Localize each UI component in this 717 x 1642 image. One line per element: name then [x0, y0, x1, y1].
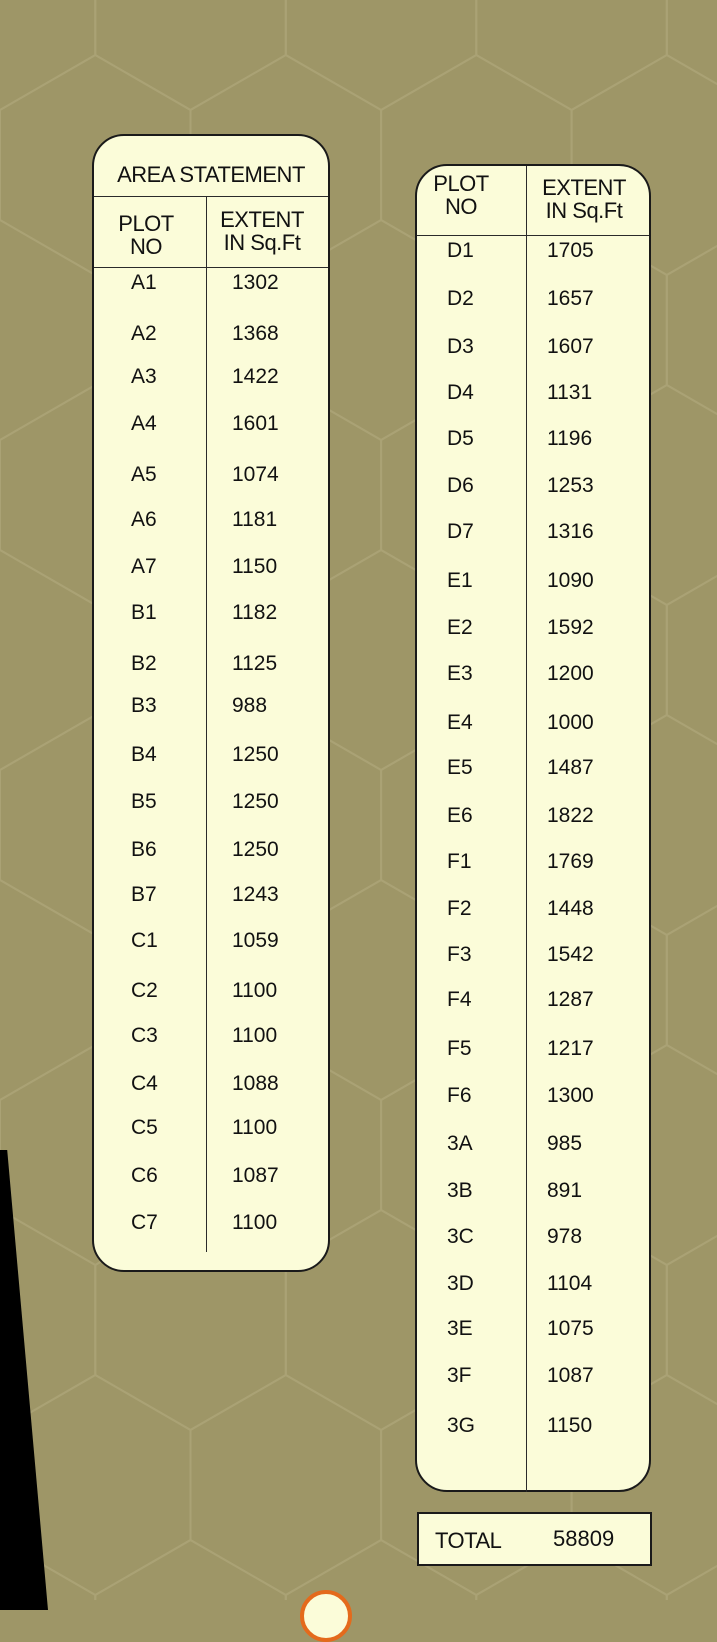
- plot-extent: 1059: [232, 929, 279, 952]
- plot-number: F4: [447, 988, 472, 1011]
- hexagon-shape: [0, 0, 95, 110]
- plot-extent: 1100: [232, 1024, 278, 1047]
- plot-number: B2: [131, 652, 157, 675]
- header-plot-no: [421, 172, 501, 218]
- plot-extent: 1253: [547, 474, 594, 497]
- plot-number: C4: [131, 1072, 158, 1095]
- plot-number: 3C: [447, 1225, 474, 1248]
- plot-number: A1: [131, 271, 157, 294]
- hexagon-shape: [667, 550, 717, 770]
- hexagon-shape: [0, 220, 95, 440]
- plot-number: F3: [447, 943, 472, 966]
- table-title: AREA STATEMENT: [117, 162, 305, 187]
- plot-number: A5: [131, 463, 157, 486]
- plot-number: E5: [447, 756, 473, 779]
- header-extent: [212, 208, 312, 254]
- plot-extent: 1542: [547, 943, 594, 966]
- plot-extent: 1100: [232, 1211, 278, 1234]
- header-extent-line2: IN Sq.Ft: [223, 230, 301, 255]
- plot-number: E2: [447, 616, 473, 639]
- plot-extent: 1181: [232, 508, 278, 531]
- hexagon-shape: [667, 1210, 717, 1430]
- header-extent: [529, 176, 639, 222]
- plot-extent: 1131: [547, 381, 593, 404]
- plot-extent: 1657: [547, 287, 594, 310]
- plot-extent: 1316: [547, 520, 594, 543]
- plot-extent: 891: [547, 1179, 583, 1202]
- total-box: [417, 1512, 652, 1566]
- plot-number: D3: [447, 335, 474, 358]
- hexagon-shape: [95, 1540, 285, 1600]
- plot-number: 3G: [447, 1414, 476, 1437]
- plot-extent: 1287: [547, 988, 594, 1011]
- orange-circle-marker: [300, 1590, 352, 1642]
- plot-extent: 1448: [547, 897, 594, 920]
- plot-extent: 1822: [547, 804, 594, 827]
- total-value: 58809: [553, 1526, 615, 1551]
- header-plot-no: [116, 212, 176, 258]
- plot-number: F1: [447, 850, 472, 873]
- header-divider: [94, 267, 328, 268]
- plot-extent: 1250: [232, 743, 279, 766]
- hexagon-shape: [476, 0, 667, 110]
- plot-number: B7: [131, 883, 157, 906]
- plot-extent: 1200: [547, 662, 594, 685]
- plot-extent: 978: [547, 1225, 583, 1248]
- plot-extent: 1150: [232, 555, 278, 578]
- hexagon-shape: [667, 880, 717, 1100]
- plot-extent: 1150: [547, 1414, 593, 1437]
- plot-number: A3: [131, 365, 157, 388]
- plot-extent: 1592: [547, 616, 594, 639]
- header-extent-line2: IN Sq.Ft: [545, 198, 623, 223]
- plot-number: E4: [447, 711, 473, 734]
- plot-extent: 1100: [232, 1116, 278, 1139]
- header-extent-line1: EXTENT: [220, 207, 304, 232]
- total-label: TOTAL: [435, 1528, 502, 1553]
- hexagon-shape: [667, 0, 717, 110]
- plot-extent: 1422: [232, 365, 279, 388]
- plot-number: E6: [447, 804, 473, 827]
- plot-extent: 1769: [547, 850, 594, 873]
- plot-extent: 1601: [232, 412, 279, 435]
- plot-number: 3D: [447, 1272, 474, 1295]
- plot-number: A4: [131, 412, 157, 435]
- plot-extent: 1090: [547, 569, 594, 592]
- plot-extent: 1075: [547, 1317, 594, 1340]
- plot-number: C6: [131, 1164, 158, 1187]
- plot-number: B3: [131, 694, 157, 717]
- plot-number: F6: [447, 1084, 472, 1107]
- plot-number: C5: [131, 1116, 158, 1139]
- header-plot-line2: NO: [130, 234, 162, 259]
- hexagon-shape: [0, 880, 95, 1100]
- plot-number: C1: [131, 929, 158, 952]
- plot-extent: 1607: [547, 335, 594, 358]
- plot-number: D6: [447, 474, 474, 497]
- plot-extent: 1250: [232, 790, 279, 813]
- plot-number: B4: [131, 743, 157, 766]
- plot-number: F2: [447, 897, 472, 920]
- plot-extent: 1487: [547, 756, 594, 779]
- plot-extent: 1705: [547, 239, 594, 262]
- plot-extent: 1104: [547, 1272, 593, 1295]
- hexagon-shape: [667, 220, 717, 440]
- hexagon-shape: [191, 1375, 382, 1595]
- header-plot-line1: PLOT: [118, 211, 174, 236]
- plot-extent: 1182: [232, 601, 278, 624]
- plot-extent: 1250: [232, 838, 279, 861]
- plot-extent: 1125: [232, 652, 278, 675]
- title-divider: [94, 196, 328, 197]
- plot-number: E1: [447, 569, 473, 592]
- header-plot-line2: NO: [445, 194, 477, 219]
- plot-number: D1: [447, 239, 474, 262]
- plot-number: F5: [447, 1037, 472, 1060]
- area-statement-table-left: [92, 134, 330, 1272]
- plot-number: 3A: [447, 1132, 473, 1155]
- hexagon-shape: [95, 0, 285, 110]
- plot-extent: 1087: [232, 1164, 279, 1187]
- plot-extent: 1100: [232, 979, 278, 1002]
- plot-extent: 1074: [232, 463, 279, 486]
- plot-extent: 988: [232, 694, 268, 717]
- header-plot-line1: PLOT: [433, 171, 489, 196]
- header-divider: [417, 235, 649, 236]
- plot-extent: 1088: [232, 1072, 279, 1095]
- plot-number: C3: [131, 1024, 158, 1047]
- plot-extent: 1368: [232, 322, 279, 345]
- plot-number: E3: [447, 662, 473, 685]
- plot-number: A6: [131, 508, 157, 531]
- plot-extent: 1300: [547, 1084, 594, 1107]
- plot-number: D4: [447, 381, 474, 404]
- plot-number: B6: [131, 838, 157, 861]
- plot-number: C2: [131, 979, 158, 1002]
- plot-extent: 1302: [232, 271, 279, 294]
- plot-extent: 1000: [547, 711, 594, 734]
- plot-extent: 1217: [547, 1037, 594, 1060]
- plot-number: A7: [131, 555, 157, 578]
- plot-number: D7: [447, 520, 474, 543]
- plot-extent: 1196: [547, 427, 593, 450]
- area-statement-table-right: [415, 164, 651, 1492]
- plot-number: 3B: [447, 1179, 473, 1202]
- plot-extent: 1243: [232, 883, 279, 906]
- header-extent-line1: EXTENT: [542, 175, 626, 200]
- hexagon-shape: [0, 550, 95, 770]
- plot-number: C7: [131, 1211, 158, 1234]
- plot-extent: 985: [547, 1132, 583, 1155]
- plot-number: A2: [131, 322, 157, 345]
- plot-number: B1: [131, 601, 157, 624]
- hexagon-shape: [667, 1540, 717, 1600]
- plot-number: D5: [447, 427, 474, 450]
- column-divider: [526, 166, 527, 1492]
- plot-number: 3F: [447, 1364, 472, 1387]
- hexagon-shape: [286, 0, 477, 110]
- plot-number: 3E: [447, 1317, 473, 1340]
- plot-extent: 1087: [547, 1364, 594, 1387]
- column-divider: [206, 196, 207, 1252]
- plot-number: B5: [131, 790, 157, 813]
- plot-number: D2: [447, 287, 474, 310]
